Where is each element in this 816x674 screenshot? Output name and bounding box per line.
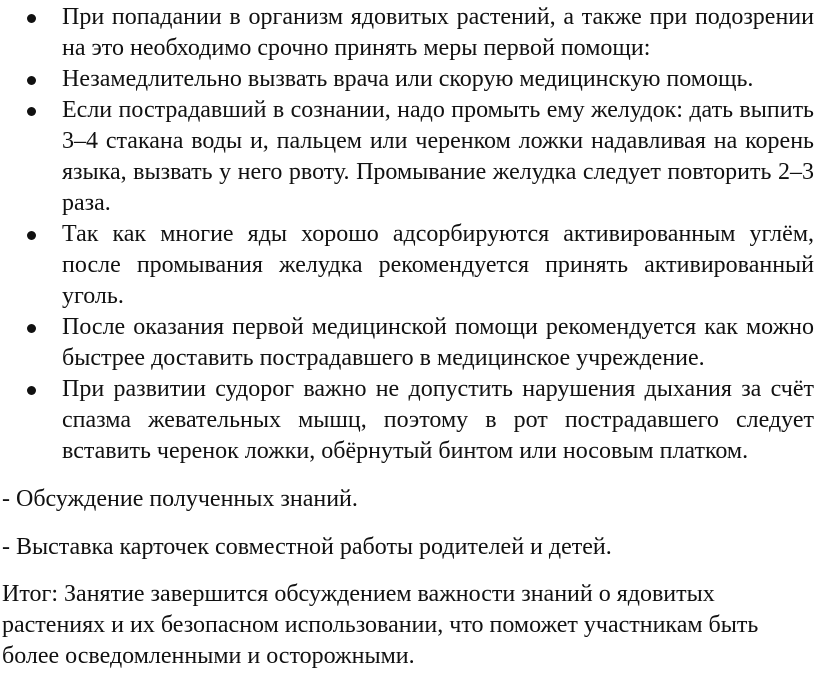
- list-item-text: После оказания первой медицинской помощи рекомендуется как можно быстрее доставить пострадавшего в медицинское учреждение.: [62, 314, 814, 371]
- bullet-icon: [27, 107, 36, 116]
- bullet-icon: [27, 324, 36, 333]
- list-item: [0, 312, 816, 374]
- list-item-text: При развитии судорог важно не допустить нарушения дыхания за счёт спазма жевательных мышц, поэтому в рот пострадавшего следует вставить черенок ложки, обёрнутый бинтом или носовым платком.: [62, 376, 814, 464]
- list-item: [0, 95, 816, 219]
- bullet-icon: [27, 14, 36, 23]
- list-item: [0, 219, 816, 312]
- list-item-text: Если пострадавший в сознании, надо промыть ему желудок: дать выпить 3–4 стакана воды и, пальцем или черенком ложки надавливая на корень языка, вызвать у него рвоту. Промывание желудка следует повторить 2–3 раза.: [62, 97, 814, 216]
- summary-paragraph: Итог: Занятие завершится обсуждением важности знаний о ядовитых растениях и их безопасном использовании, что поможет участникам быть более осведомленными и осторожными.: [2, 581, 759, 669]
- list-item: [0, 374, 816, 467]
- list-item-text: Так как многие яды хорошо адсорбируются активированным углём, после промывания желудка рекомендуется принять активированный уголь.: [62, 221, 814, 309]
- list-item: [0, 0, 816, 64]
- list-item: [0, 64, 816, 95]
- discussion-line: - Обсуждение полученных знаний.: [2, 486, 358, 512]
- list-item-text: При попадании в организм ядовитых растений, а также при подозрении на это необходимо срочно принять меры первой помощи:: [62, 4, 814, 61]
- bullet-icon: [27, 76, 36, 85]
- exhibition-line: - Выставка карточек совместной работы родителей и детей.: [2, 534, 612, 560]
- bullet-icon: [27, 386, 36, 395]
- bullet-icon: [27, 231, 36, 240]
- list-item-text: Незамедлительно вызвать врача или скорую медицинскую помощь.: [62, 66, 754, 92]
